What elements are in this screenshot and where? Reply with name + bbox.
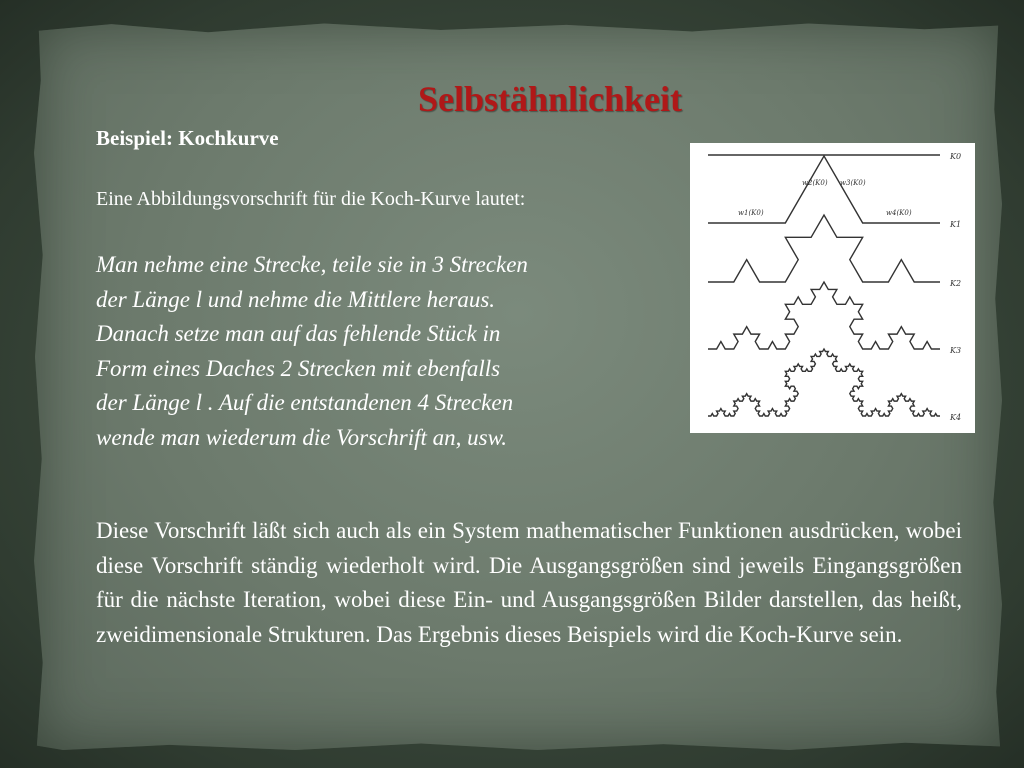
rule-line: der Länge l . Auf die entstandenen 4 Strecken xyxy=(96,390,514,415)
iteration-label: K0 xyxy=(950,152,962,161)
iteration-label: K1 xyxy=(950,220,962,229)
rule-line: wende man wiederum die Vorschrift an, usw. xyxy=(96,424,507,450)
koch-iteration-4 xyxy=(708,349,940,416)
segment-label: w3(K0) xyxy=(840,179,866,187)
koch-iteration-2 xyxy=(708,215,940,282)
iteration-label: K4 xyxy=(950,413,962,422)
koch-curve-diagram xyxy=(690,143,975,433)
iteration-label: K2 xyxy=(950,279,962,288)
slide-subtitle: Beispiel: Kochkurve xyxy=(96,126,279,150)
rule-line: Danach setze man auf das fehlende Stück in xyxy=(96,321,501,346)
koch-iteration-3 xyxy=(708,282,940,349)
intro-text: Eine Abbildungsvorschrift für die Koch-Kurve lautet: xyxy=(96,188,526,210)
segment-label: w4(K0) xyxy=(886,209,912,217)
rule-line: der Länge l und nehme die Mittlere heraus. xyxy=(96,286,496,312)
rule-description xyxy=(96,248,686,455)
rule-line: Form eines Daches 2 Strecken mit ebenfalls xyxy=(96,355,501,381)
segment-label: w2(K0) xyxy=(802,179,828,187)
koch-curve-figure xyxy=(690,143,975,433)
iteration-label: K3 xyxy=(950,346,962,355)
segment-label: w1(K0) xyxy=(738,209,764,217)
rule-line: Man nehme eine Strecke, teile sie in 3 Strecken xyxy=(96,252,528,277)
explanation-paragraph: Diese Vorschrift läßt sich auch als ein System mathematischer Funktionen ausdrücken, wobei diese Vorschrift ständig wiederholt wird. Die Ausgangsgrößen sind jeweils Eingangsgrößen für die nächste Iteration, wobei diese Ein- und Ausgangsgrößen Bilder darstellen, das heißt, zweidimensionale Strukturen. Das Ergebnis dieses Beispiels wird die Koch-Kurve sein. xyxy=(96,518,962,647)
slide-title: Selbstähnlichkeit xyxy=(417,79,683,119)
